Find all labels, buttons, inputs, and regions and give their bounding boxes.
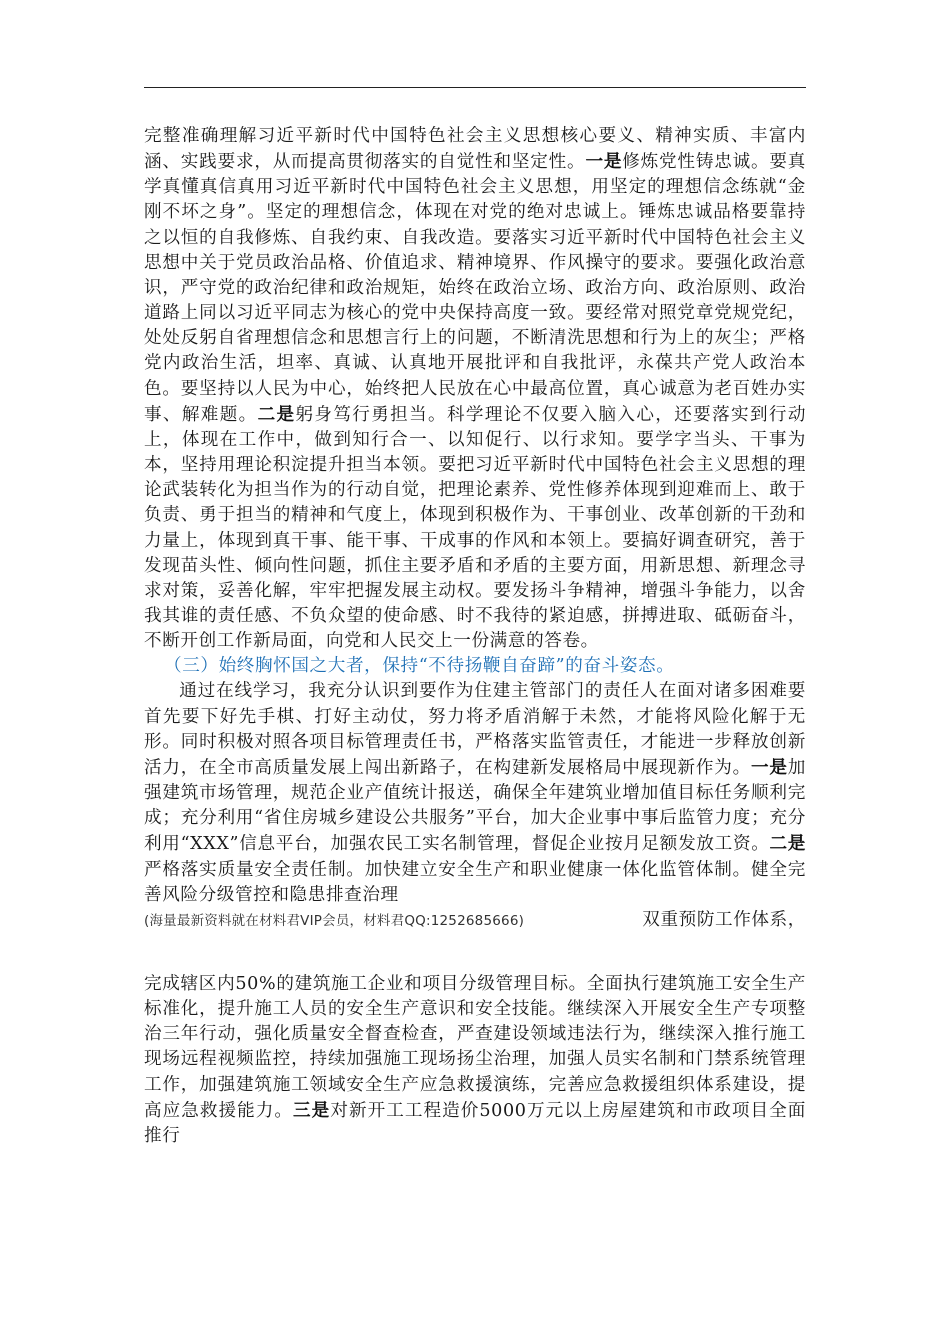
paragraph-3 [144,972,806,1149]
keyword-third: 三是 [293,1099,331,1121]
paragraph-3-text-a: 完成辖区内50%的建筑施工企业和项目分级管理目标。全面执行建筑施工安全生产标准化，提升施工人员的安全生产意识和安全技能。继续深入开展安全生产专项整治三年行动，强化质量安全督查检查，严查建设领域违法行为，继续深入推行施工现场远程视频监控，持续加强施工现场扬尘治理，加强人员实名制和门禁系统管理工作，加强建筑施工领域安全生产应急救援演练，完善应急救援组织体系建设，提高应急救援能力。 [144,974,806,1121]
paragraph-1-text-b: 修炼党性铸忠诚。要真学真懂真信真用习近平新时代中国特色社会主义思想，用坚定的理想信念练就“金刚不坏之身”。坚定的理想信念，体现在对党的绝对忠诚上。锤炼忠诚品格要靠持之以恒的自我修炼、自我约束、自我改造。要落实习近平新时代中国特色社会主义思想中关于党员政治品格、价值追求、精神境界、作风操守的要求。要强化政治意识，严守党的政治纪律和政治规矩，始终在政治立场、政治方向、政治原则、政治道路上同以习近平同志为核心的党中央保持高度一致。要经常对照党章党规党纪，处处反躬自省理想信念和思想言行上的问题，不断清洗思想和行为上的灰尘；严格党内政治生活，坦率、真诚、认真地开展批评和自我批评，永葆共产党人政治本色。要坚持以人民为中心，始终把人民放在心中最高位置，真心诚意为老百姓办实事、解难题。 [144,152,806,425]
ad-tail-text: 双重预防工作体系， [642,909,806,930]
paragraph-2-text-c: 严格落实质量安全责任制。加快建立安全生产和职业健康一体化监管体制。健全完善风险分级管控和隐患排查治理 [144,859,806,905]
keyword-second: 二是 [257,403,296,425]
ad-note: (海量最新资料就在材料君VIP会员，材料君QQ:1252685666) [144,912,525,929]
keyword-first-2: 一是 [751,756,788,778]
section-heading-text: （三）始终胸怀国之大者，保持“不待扬鞭自奋蹄”的奋斗姿态。 [164,656,675,677]
paragraph-1-text-c: 躬身笃行勇担当。科学理论不仅要入脑入心，还要落实到行动上，体现在工作中，做到知行合一、以知促行、以行求知。要学字当头、干事为本，坚持用理论积淀提升担当本领。要把习近平新时代中国特色社会主义思想的理论武装转化为担当作为的行动自觉，把理论素养、党性修养体现到迎难而上、敢于负责、勇于担当的精神和气度上，体现到积极作为、干事创业、改革创新的干劲和力量上，体现到真干事、能干事、干成事的作风和本领上。要搞好调查研究，善于发现苗头性、倾向性问题，抓住主要矛盾和矛盾的主要方面，用新思想、新理念寻求对策，妥善化解，牢牢把握发展主动权。要发扬斗争精神，增强斗争能力，以舍我其谁的责任感、不负众望的使命感、时不我待的紧迫感，拼搏进取、砥砺奋斗，不断开创工作新局面，向党和人民交上一份满意的答卷。 [144,404,807,652]
paragraph-2 [144,679,806,907]
header-rule [144,87,806,88]
paragraph-1 [144,124,806,654]
paragraph-2-text-a: 通过在线学习，我充分认识到要作为住建主管部门的责任人在面对诸多困难要首先要下好先手棋、打好主动仗，努力将矛盾消解于未然，才能将风险化解于无形。同时积极对照各项目标管理责任书，严格落实监管责任，才能进一步释放创新活力，在全市高质量发展上闯出新路子，在构建新发展格局中展现新作为。 [144,681,806,778]
paragraph-1-text-a: 完整准确理解习近平新时代中国特色社会主义思想核心要义、精神实质、丰富内涵、实践要求，从而提高贯彻落实的自觉性和坚定性。 [144,126,806,173]
keyword-second-2: 二是 [769,833,806,855]
paragraph-2-text-b: 加强建筑市场管理，规范企业产值统计报送，确保全年建筑业增加值目标任务顺利完成；充分利用“省住房城乡建设公共服务”平台，加大企业事中事后监管力度；充分利用“XXX”信息平台，加强农民工实名制管理，督促企业按月足额发放工资。 [144,757,806,855]
spacer [144,934,806,972]
section-heading [144,654,806,679]
ad-row [144,908,806,934]
paragraph-3-text-b: 对新开工工程造价5000万元以上房屋建筑和市政项目全面推行 [144,1100,806,1146]
keyword-first: 一是 [585,151,623,173]
document-body [144,124,806,1149]
